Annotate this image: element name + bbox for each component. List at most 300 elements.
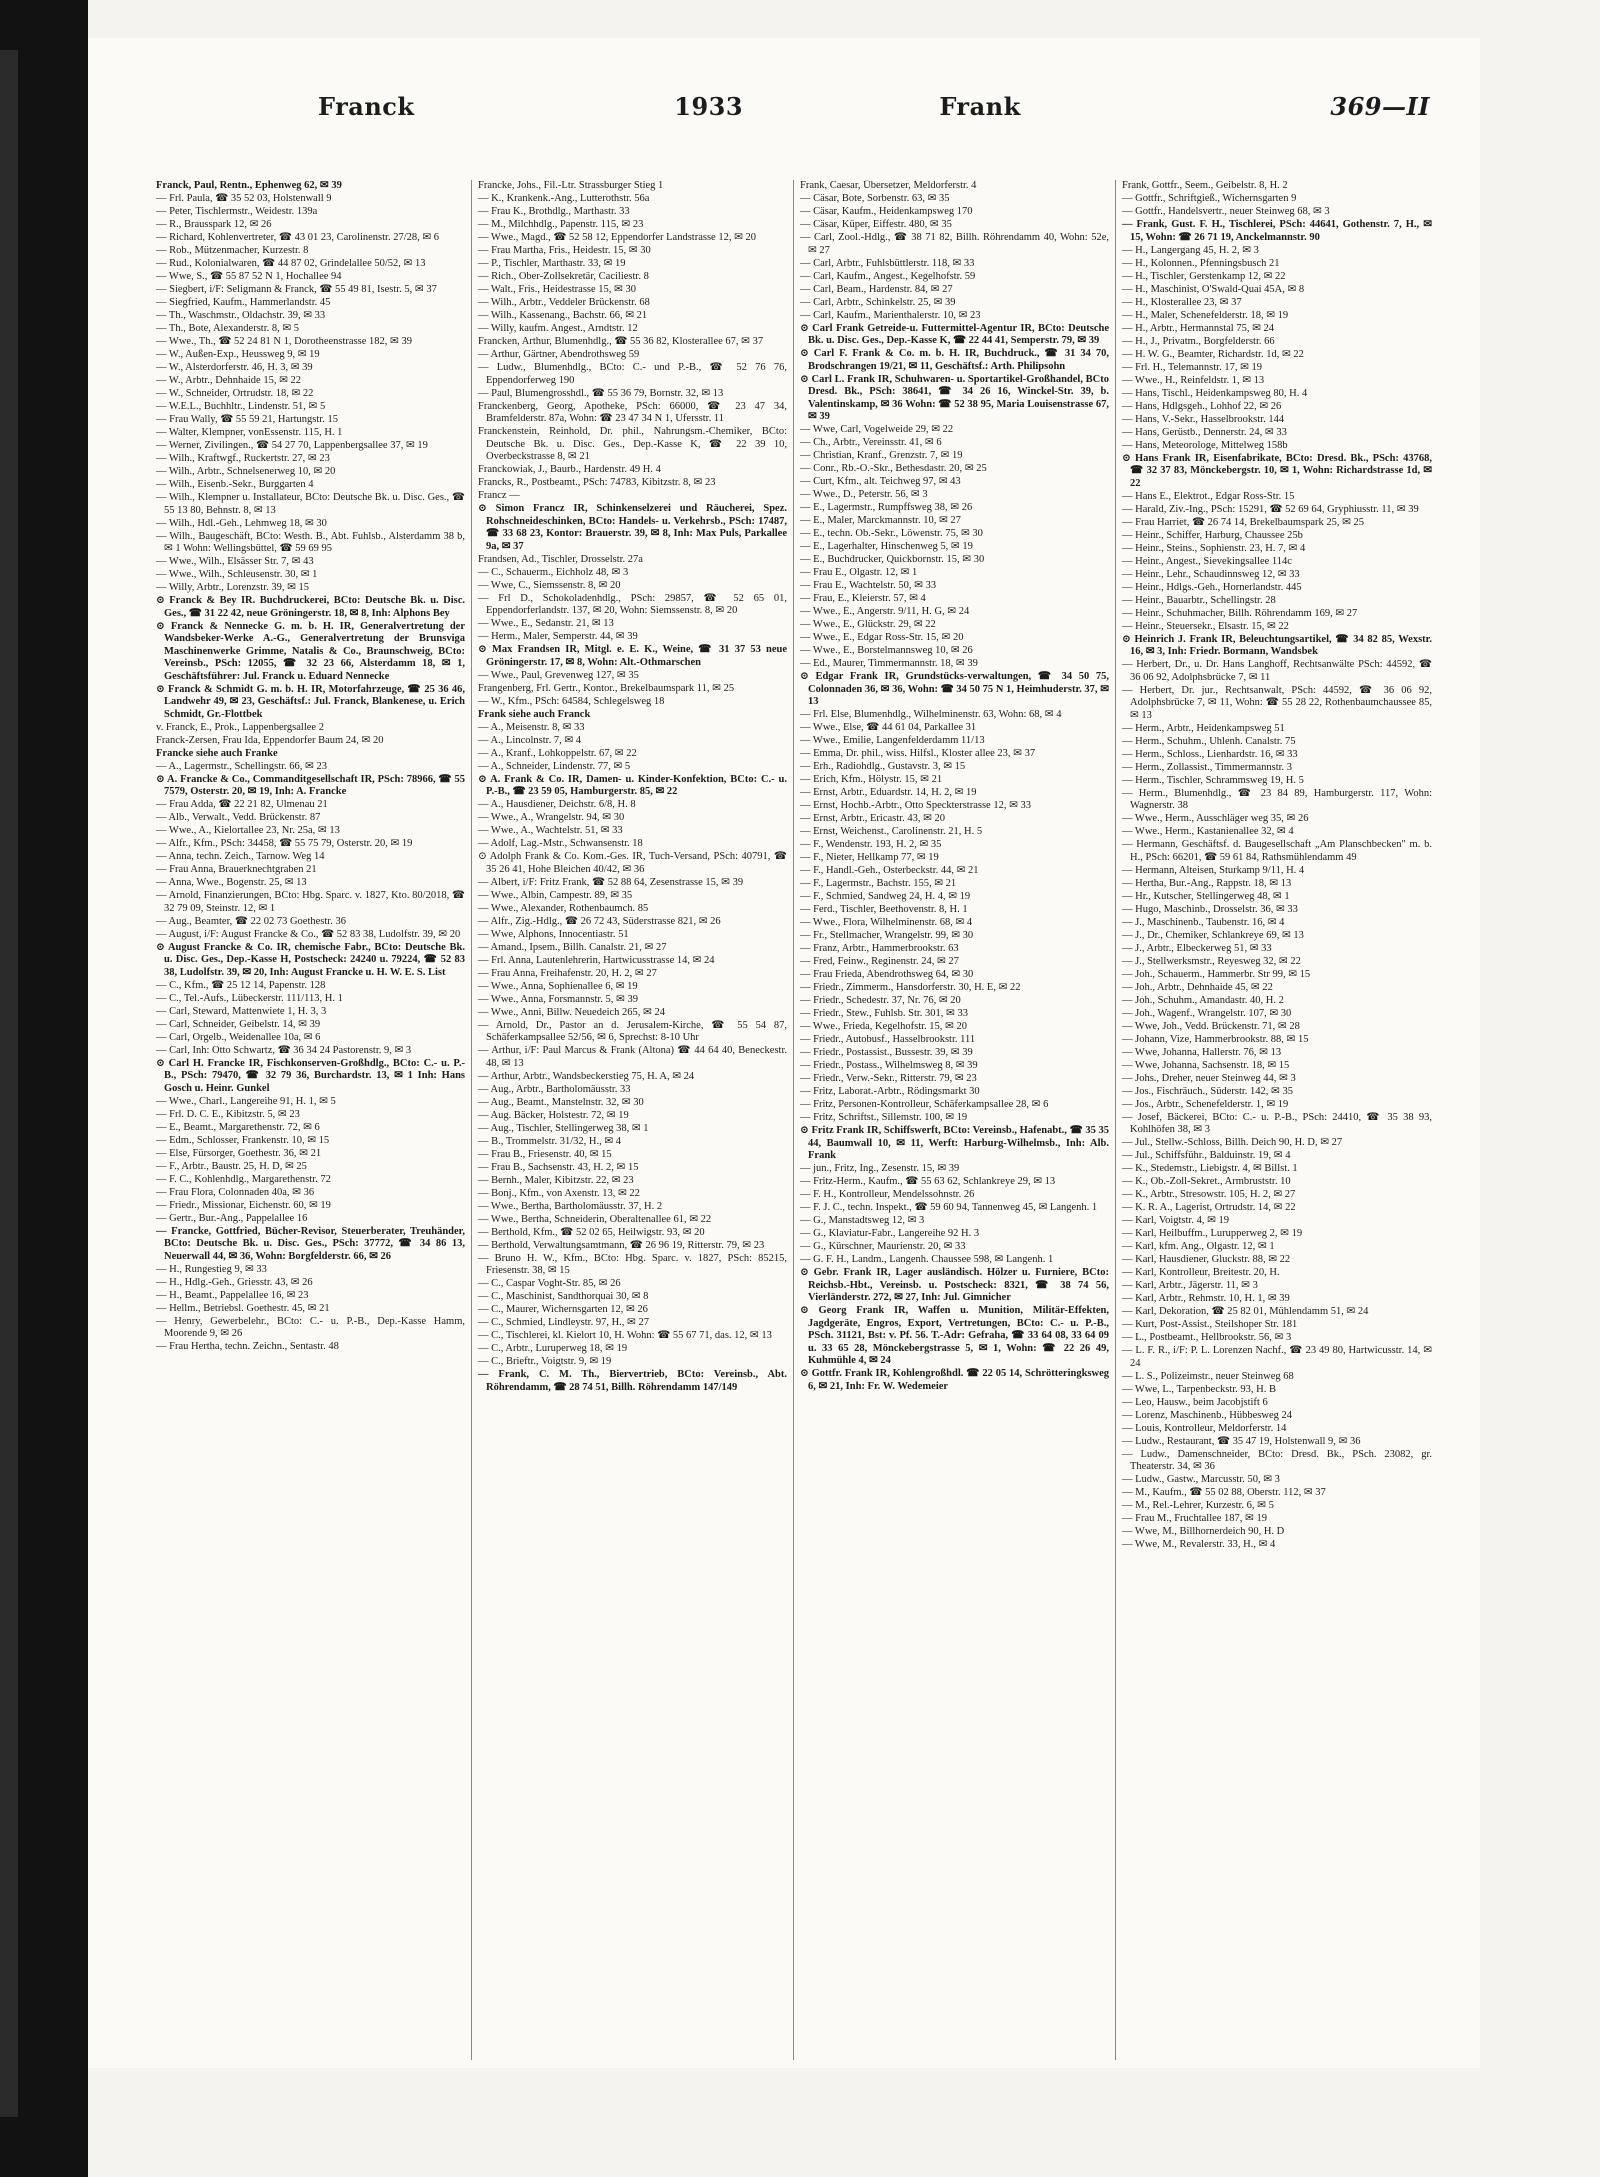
page-header bbox=[318, 92, 1430, 132]
directory-entry: — K., Krankenk.-Ang., Lutterothstr. 56a bbox=[478, 193, 650, 204]
directory-entry: — C., Schmied, Lindleystr. 97, H., ✉ 27 bbox=[478, 1317, 649, 1328]
directory-entry: — Fritz, Schriftst., Sillemstr. 100, ✉ 19 bbox=[800, 1112, 968, 1123]
directory-entry: — Carl, Arbtr., Schinkelstr. 25, ✉ 39 bbox=[800, 296, 956, 308]
directory-entry: — Hans, Meteorologe, Mittelweg 158b bbox=[1122, 439, 1288, 451]
directory-entry: — Wwe., E., Borstelmannsweg 10, ✉ 26 bbox=[800, 645, 973, 656]
directory-entry: — Wwe, M., Revalerstr. 33, H., ✉ 4 bbox=[1122, 1539, 1276, 1550]
directory-entry: — Friedr., Verw.-Sekr., Ritterstr. 79, ✉ 23 bbox=[800, 1073, 977, 1084]
directory-entry: — Wwe., Th., ☎ 52 24 81 N 1, Dorotheenstrasse 182, ✉ 39 bbox=[156, 336, 412, 347]
directory-entry: — Frau E., Olgastr. 12, ✉ 1 bbox=[800, 567, 918, 578]
directory-entry: — Jul., Schiffsführ., Balduinstr. 19, ✉ 4 bbox=[1122, 1150, 1291, 1161]
directory-entry: — Willy, Arbtr., Lorenzstr. 39, ✉ 15 bbox=[156, 582, 310, 593]
directory-entry: — Christian, Kranf., Grenzstr. 7, ✉ 19 bbox=[800, 450, 963, 461]
directory-entry: — G., Kürschner, Maurienstr. 20, ✉ 33 bbox=[800, 1241, 966, 1252]
directory-entry: — Frl. Paula, ☎ 35 52 03, Holstenwall 9 bbox=[156, 193, 332, 204]
directory-entry: — Jul., Stellw.-Schloss, Billh. Deich 90, H. D, ✉ 27 bbox=[1122, 1137, 1343, 1148]
directory-entry: — Heinr., Hdlgs.-Geh., Hornerlandstr. 445 bbox=[1122, 581, 1302, 593]
header-year: 1933 bbox=[674, 92, 744, 121]
directory-entry: — Hermann, Alteisen, Sturkamp 9/11, H. 4 bbox=[1122, 864, 1305, 876]
directory-entry: — E., Lagerhalter, Hinschenweg 5, ✉ 19 bbox=[800, 541, 973, 552]
directory-entry: ⊙ Carl L. Frank IR, Schuhwaren- u. Sportartikel-Großhandel, BCto Dresd. Bk., PSch: 38641, ☎ 34 26 16, Winckel-Str. 39, b. Valentinskamp, ✉ 36 Wohn: ☎ 52 38 95, Maria Louisenstrasse 67, ✉ 39 bbox=[800, 373, 1109, 422]
directory-entry: Franck, Paul, Rentn., Ephenweg 62, ✉ 39 bbox=[156, 180, 342, 191]
directory-entry: — J., Dr., Chemiker, Schlankreye 69, ✉ 13 bbox=[1122, 929, 1304, 941]
directory-entry: — Ferd., Tischler, Beethovenstr. 8, H. 1 bbox=[800, 904, 968, 915]
directory-entry: — W., Kfm., PSch: 64584, Schlegelsweg 18 bbox=[478, 695, 665, 707]
directory-entry: — B., Trommelstr. 31/32, H., ✉ 4 bbox=[478, 1135, 621, 1147]
directory-entry: — Harald, Ziv.-Ing., PSch: 15291, ☎ 52 69 64, Gryphiusstr. 11, ✉ 39 bbox=[1122, 503, 1419, 515]
directory-entry: — Ludw., Gastw., Marcusstr. 50, ✉ 3 bbox=[1122, 1474, 1280, 1485]
directory-entry: — Karl, Arbtr., Jägerstr. 11, ✉ 3 bbox=[1122, 1280, 1258, 1291]
directory-entry: — Curt, Kfm., alt. Teichweg 97, ✉ 43 bbox=[800, 476, 961, 487]
directory-entry: Franckenstein, Reinhold, Dr. phil., Nahrungsm.-Chemiker, BCto: Deutsche Bk. u. Disc. Ges., Dep.-Kasse K, ☎ 22 39 10, Overbeckstrasse 8, ✉ 21 bbox=[478, 426, 787, 462]
directory-entry: — Joh., Wagenf., Wrangelstr. 107, ✉ 30 bbox=[1122, 1007, 1292, 1019]
directory-entry: — Frau Adda, ☎ 22 21 82, Ulmenau 21 bbox=[156, 799, 328, 810]
directory-entry: ⊙ Carl F. Frank & Co. m. b. H. IR, Buchdruck., ☎ 31 34 70, Brodschrangen 19/21, ✉ 11, Geschäftsf.: Arth. Philipsohn bbox=[800, 348, 1109, 372]
directory-entry: — Frau E., Wachtelstr. 50, ✉ 33 bbox=[800, 580, 937, 591]
directory-entry: — H., Beamt., Pappelallee 16, ✉ 23 bbox=[156, 1289, 309, 1301]
directory-entry: — M., Milchhdlg., Papenstr. 115, ✉ 23 bbox=[478, 219, 644, 230]
directory-entry: — F., Wendenstr. 193, H. 2, ✉ 35 bbox=[800, 839, 942, 850]
directory-entry: — P., Tischler, Marthastr. 33, ✉ 19 bbox=[478, 258, 626, 269]
directory-entry: — Fritz-Herm., Kaufm., ☎ 55 63 62, Schlankreye 29, ✉ 13 bbox=[800, 1176, 1056, 1187]
directory-entry: Francke, Johs., Fil.-Ltr. Strassburger Stieg 1 bbox=[478, 180, 664, 191]
directory-entry: — Wwe., E., Edgar Ross-Str. 15, ✉ 20 bbox=[800, 632, 964, 643]
directory-entry: — Arnold, Finanzierungen, BCto: Hbg. Sparc. v. 1827, Kto. 80/2018, ☎ 32 79 09, Steinstr. 12, ✉ 1 bbox=[156, 890, 465, 914]
header-right-keyword: Frank bbox=[939, 92, 1021, 121]
directory-entry: ⊙ Heinrich J. Frank IR, Beleuchtungsartikel, ☎ 34 82 85, Wexstr. 16, ✉ 3, Inh: Friedr. Bormann, Wandsbek bbox=[1122, 633, 1432, 657]
directory-entry: — A., Meisenstr. 8, ✉ 33 bbox=[478, 721, 585, 733]
directory-columns bbox=[150, 180, 1440, 2060]
directory-entry: — Frau Hertha, techn. Zeichn., Sentastr. 48 bbox=[156, 1341, 339, 1352]
directory-entry: — Anna, Wwe., Bogenstr. 25, ✉ 13 bbox=[156, 877, 307, 888]
directory-entry: — Ludw., Damenschneider, BCto: Dresd. Bk., PSch. 23082, gr. Theaterstr. 34, ✉ 36 bbox=[1122, 1448, 1432, 1472]
directory-entry: Frank, Gottfr., Seem., Geibelstr. 8, H. 2 bbox=[1122, 180, 1288, 191]
directory-entry: — E., Buchdrucker, Quickbornstr. 15, ✉ 30 bbox=[800, 554, 985, 565]
directory-entry: — Else, Fürsorger, Goethestr. 36, ✉ 21 bbox=[156, 1147, 322, 1159]
directory-entry: — Johs., Dreher, neuer Steinweg 44, ✉ 3 bbox=[1122, 1072, 1296, 1084]
directory-entry: — Friedr., Schedestr. 37, Nr. 76, ✉ 20 bbox=[800, 995, 961, 1006]
directory-entry: — Josef, Bäckerei, BCto: C.- u. P.-B., PSch: 24410, ☎ 35 38 93, Kohlhöfen 38, ✉ 3 bbox=[1122, 1111, 1432, 1135]
directory-entry: — Frau B., Friesenstr. 40, ✉ 15 bbox=[478, 1148, 612, 1160]
directory-entry: — Erh., Radiohdlg., Gustavstr. 3, ✉ 15 bbox=[800, 761, 966, 772]
directory-entry: ⊙ Gebr. Frank IR, Lager ausländisch. Hölzer u. Furniere, BCto: Reichsb.-Hbt., Vereinsb. u. Postscheck: 8321, ☎ 38 74 56, Vierländerstr. 272, ✉ 27, Inh: Jul. Gimnicher bbox=[800, 1267, 1109, 1303]
directory-entry: — Hellm., Betriebsl. Goethestr. 45, ✉ 21 bbox=[156, 1302, 330, 1314]
header-left-keyword: Franck bbox=[318, 92, 415, 121]
directory-entry: ⊙ Fritz Frank IR, Schiffswerft, BCto: Vereinsb., Hafenabt., ☎ 35 35 44, Baumwall 10, ✉ 11, Werft: Harburg-Wilhelmsb., Inh: Alb. Frank bbox=[800, 1125, 1109, 1161]
directory-entry: — Franz, Arbtr., Hammerbrookstr. 63 bbox=[800, 943, 959, 954]
directory-entry: — Frl D., Schokoladenhdlg., PSch: 29857, ☎ 52 65 01, Eppendorferlandstr. 137, ✉ 20, Wohn: Siemssenstr. 8, ✉ 20 bbox=[478, 592, 787, 616]
directory-entry: — Jos., Fischräuch., Süderstr. 142, ✉ 35 bbox=[1122, 1085, 1293, 1097]
directory-entry: — Ernst, Hochb.-Arbtr., Otto Speckterstrasse 12, ✉ 33 bbox=[800, 800, 1032, 811]
directory-entry: v. Franck, E., Prok., Lappenbergsallee 2 bbox=[156, 721, 324, 733]
directory-entry: ⊙ Franck & Nennecke G. m. b. H. IR, Generalvertretung der Wandsbeker-Werke A.-G., Generalvertretung der Brunsviga Maschinenwerke Grimme, Natalis & Co., Braunschweig, BCto: Vereinsb., PSch: 12055, ☎ 32 23 66, Alsterdamm 18, ✉ 1, Geschäftsführer: Jul. Franck u. Eduard Nennecke bbox=[156, 620, 465, 682]
directory-entry: — Edm., Schlosser, Frankenstr. 10, ✉ 15 bbox=[156, 1134, 330, 1146]
directory-entry: — G., Klaviatur-Fabr., Langereihe 92 H. 3 bbox=[800, 1228, 980, 1239]
directory-entry: — Fr., Stellmacher, Wrangelstr. 99, ✉ 30 bbox=[800, 930, 974, 941]
directory-entry: — Wwe., Herm., Kastanienallee 32, ✉ 4 bbox=[1122, 826, 1294, 837]
directory-entry: — Peter, Tischlermstr., Weidestr. 139a bbox=[156, 206, 318, 217]
directory-entry: — Herm., Blumenhdlg., ☎ 23 84 89, Hamburgerstr. 117, Wohn: Wagnerstr. 38 bbox=[1122, 787, 1432, 811]
directory-entry: — Wilh., Kassenang., Bachstr. 66, ✉ 21 bbox=[478, 310, 648, 321]
directory-entry: — Wwe., A., Kielortallee 23, Nr. 25a, ✉ 13 bbox=[156, 825, 340, 836]
directory-entry: ⊙ Carl Frank Getreide-u. Futtermittel-Agentur IR, BCto: Deutsche Bk. u. Disc. Ges., Dep.-Kasse K, ☎ 22 44 41, Semperstr. 79, ✉ 39 bbox=[800, 322, 1109, 346]
directory-entry: — Herm., Zollassist., Timmermannstr. 3 bbox=[1122, 761, 1293, 773]
directory-entry: — Willy, kaufm. Angest., Arndtstr. 12 bbox=[478, 323, 638, 334]
directory-entry: ⊙ Edgar Frank IR, Grundstücks-verwaltungen, ☎ 34 50 75, Colonnaden 36, ✉ 36, Wohn: ☎ 34 50 75 N 1, Heimhuderstr. 37, ✉ 13 bbox=[800, 671, 1109, 707]
directory-entry: — K., Ob.-Zoll-Sekret., Armbruststr. 10 bbox=[1122, 1176, 1291, 1187]
directory-entry: — Th., Bote, Alexanderstr. 8, ✉ 5 bbox=[156, 323, 300, 334]
directory-entry: — Carl, Zool.-Hdlg., ☎ 38 71 82, Billh. Röhrendamm 40, Wohn: 52e, ✉ 27 bbox=[800, 232, 1109, 256]
directory-entry: — C., Brieftr., Voigtstr. 9, ✉ 19 bbox=[478, 1356, 612, 1367]
column-4 bbox=[1116, 180, 1438, 2060]
directory-entry: — Gertr., Bur.-Ang., Pappelallee 16 bbox=[156, 1212, 308, 1224]
directory-entry: — Joh., Schauerm., Hammerbr. Str 99, ✉ 15 bbox=[1122, 968, 1311, 980]
directory-entry: — Wwe., Magd., ☎ 52 58 12, Eppendorfer Landstrasse 12, ✉ 20 bbox=[478, 232, 757, 243]
directory-entry: — Hans, Gerüstb., Dennerstr. 24, ✉ 33 bbox=[1122, 426, 1287, 438]
directory-entry: — Fritz, Laborat.-Arbtr., Rödingsmarkt 30 bbox=[800, 1086, 980, 1097]
directory-entry: — Kurt, Post-Assist., Steilshoper Str. 181 bbox=[1122, 1319, 1298, 1330]
directory-entry: Francke siehe auch Franke bbox=[156, 747, 278, 759]
directory-entry: — Heinr., Bauarbtr., Schellingstr. 28 bbox=[1122, 594, 1276, 606]
directory-entry: Francz — bbox=[478, 490, 520, 501]
directory-entry: — Wwe, Alphons, Innocentiastr. 51 bbox=[478, 928, 629, 940]
directory-entry: — August, i/F: August Francke & Co., ☎ 52 83 38, Ludolfstr. 39, ✉ 20 bbox=[156, 928, 461, 940]
directory-entry: — Wwe, Johanna, Sachsenstr. 18, ✉ 15 bbox=[1122, 1059, 1290, 1071]
directory-entry: — Frau Frieda, Abendrothsweg 64, ✉ 30 bbox=[800, 969, 974, 980]
directory-entry: — Ed., Maurer, Timmermannstr. 18, ✉ 39 bbox=[800, 658, 978, 669]
directory-entry: — Frl. Anna, Lautenlehrerin, Hartwicusstrasse 14, ✉ 24 bbox=[478, 954, 715, 966]
directory-entry: — C., Arbtr., Luruperweg 18, ✉ 19 bbox=[478, 1343, 628, 1354]
directory-entry: ⊙ August Francke & Co. IR, chemische Fabr., BCto: Deutsche Bk. u. Disc. Ges., Dep.-Kasse H, Postscheck: 24240 u. 79224, ☎ 52 83 38, Ludolfstr. 39, ✉ 20, Inh: August Francke u. H. W. E. S. List bbox=[156, 941, 465, 978]
directory-entry: — Heinr., Steuersekr., Elsastr. 15, ✉ 22 bbox=[1122, 620, 1289, 632]
directory-entry: ⊙ A. Francke & Co., Commanditgesellschaft IR, PSch: 78966, ☎ 55 7579, Osterstr. 20, ✉ 19, Inh: A. Francke bbox=[156, 773, 465, 797]
directory-entry: — Cäsar, Küper, Eiffestr. 480, ✉ 35 bbox=[800, 219, 952, 230]
directory-entry: — H., Arbtr., Hermannstal 75, ✉ 24 bbox=[1122, 322, 1274, 334]
directory-entry: — Wilh., Baugeschäft, BCto: Westh. B., Abt. Fuhlsb., Alsterdamm 38 b, ✉ 1 Wohn: Wellingsbüttel, ☎ 59 69 95 bbox=[156, 530, 465, 554]
directory-entry: — Aug., Tischler, Stellingerweg 38, ✉ 1 bbox=[478, 1122, 649, 1134]
directory-entry: — Carl, Kaufm., Angest., Kegelhofstr. 59 bbox=[800, 270, 976, 282]
directory-entry: — Cäsar, Bote, Sorbenstr. 63, ✉ 35 bbox=[800, 193, 950, 204]
directory-entry: — Wilh., Hdl.-Geh., Lehmweg 18, ✉ 30 bbox=[156, 517, 327, 529]
directory-entry: — Frau K., Brothdlg., Marthastr. 33 bbox=[478, 206, 630, 217]
directory-entry: — Hans, Tischl., Heidenkampsweg 80, H. 4 bbox=[1122, 387, 1308, 399]
directory-entry: — Carl, Inh: Otto Schwartz, ☎ 36 34 24 Pastorenstr. 9, ✉ 3 bbox=[156, 1044, 412, 1056]
directory-entry: — Friedr., Postass., Wilhelmsweg 8, ✉ 39 bbox=[800, 1060, 978, 1071]
directory-entry: — C., Maurer, Wichernsgarten 12, ✉ 26 bbox=[478, 1304, 648, 1315]
directory-entry: — Wwe, Joh., Vedd. Brückenstr. 71, ✉ 28 bbox=[1122, 1020, 1300, 1032]
directory-entry: — Wwe, Carl, Vogelweide 29, ✉ 22 bbox=[800, 424, 954, 435]
directory-entry: — Francke, Gottfried, Bücher-Revisor, Steuerberater, Treuhänder, BCto: Deutsche Bk. u. Disc. Ges., PSch: 37772, ☎ 34 86 13, Neuerwall 44, ✉ 36, Wohn: Borgfelderstr. 66, ✉ 26 bbox=[156, 1225, 465, 1262]
directory-entry: — W., Schneider, Ortrudstr. 18, ✉ 22 bbox=[156, 388, 314, 399]
directory-entry: — E., techn. Ob.-Sekr., Löwenstr. 75, ✉ 30 bbox=[800, 528, 983, 539]
column-2 bbox=[472, 180, 794, 2060]
directory-entry: — Wwe., Charl., Langereihe 91, H. 1, ✉ 5 bbox=[156, 1095, 336, 1107]
directory-entry: — Herm., Schuhm., Uhlenh. Canalstr. 75 bbox=[1122, 735, 1296, 747]
directory-entry: — Ernst, Weichenst., Carolinenstr. 21, H. 5 bbox=[800, 826, 983, 837]
directory-entry: — G., Manstadtsweg 12, ✉ 3 bbox=[800, 1215, 925, 1226]
directory-entry: — J., Stellwerksmstr., Reyesweg 32, ✉ 22 bbox=[1122, 955, 1301, 967]
directory-entry: — Frau, E., Kleierstr. 57, ✉ 4 bbox=[800, 593, 926, 604]
directory-entry: — Arthur, i/F: Paul Marcus & Frank (Altona) ☎ 44 64 40, Beneckestr. 48, ✉ 13 bbox=[478, 1045, 787, 1069]
directory-entry: — J., Arbtr., Elbeckerweg 51, ✉ 33 bbox=[1122, 942, 1272, 954]
directory-entry: — Wwe., E., Angerstr. 9/11, H. G, ✉ 24 bbox=[800, 606, 970, 617]
directory-entry: — Ludw., Blumenhdlg., BCto: C.- und P.-B., ☎ 52 76 76, Eppendorferweg 190 bbox=[478, 362, 787, 386]
directory-entry: — Henry, Gewerbelehr., BCto: C.- u. P.-B., Dep.-Kasse Hamm, Moorende 9, ✉ 26 bbox=[156, 1315, 465, 1339]
directory-entry: — Friedr., Missionar, Eichenstr. 60, ✉ 19 bbox=[156, 1199, 331, 1211]
directory-entry: — F. J. C., techn. Inspekt., ☎ 59 60 94, Tannenweg 45, ✉ Langenh. 1 bbox=[800, 1202, 1098, 1213]
page-right-margin bbox=[1480, 38, 1540, 2068]
directory-entry: — Wilh., Arbtr., Veddeler Brückenstr. 68 bbox=[478, 297, 650, 308]
directory-entry: — Joh., Schuhm., Amandastr. 40, H. 2 bbox=[1122, 994, 1284, 1006]
directory-entry: — A., Lincolnstr. 7, ✉ 4 bbox=[478, 734, 582, 746]
directory-entry: — Siegfried, Kaufm., Hammerlandstr. 45 bbox=[156, 297, 331, 308]
directory-entry: — Wwe., Anni, Billw. Neuedeich 265, ✉ 24 bbox=[478, 1006, 665, 1018]
directory-entry: — Hugo, Maschinb., Drosselstr. 36, ✉ 33 bbox=[1122, 903, 1298, 915]
directory-entry: Franck-Zersen, Frau Ida, Eppendorfer Baum 24, ✉ 20 bbox=[156, 734, 384, 746]
directory-entry: — L. S., Polizeimstr., neuer Steinweg 68 bbox=[1122, 1370, 1294, 1382]
directory-entry: — Heinr., Steins., Sophienstr. 23, H. 7, ✉ 4 bbox=[1122, 542, 1306, 554]
directory-entry: — Fred, Feinw., Reginenstr. 24, ✉ 27 bbox=[800, 956, 959, 967]
directory-entry: ⊙ Simon Francz IR, Schinkenselzerei und Räucherei, Spez. Rohschneideschinken, BCto: Handels- u. Verkehrsb., PSch: 17487, ☎ 33 68 23, Kontor: Brauerstr. 39, ✉ 8, Inh: Max Puls, Parkallee 9a, ✉ 37 bbox=[478, 503, 787, 552]
directory-entry: — Wwe., Emilie, Langenfelderdamm 11/13 bbox=[800, 735, 985, 746]
directory-entry: — C., Tischlerei, kl. Kielort 10, H. Wohn: ☎ 55 67 71, das. 12, ✉ 13 bbox=[478, 1330, 772, 1341]
directory-entry: — Wwe., E., Glückstr. 29, ✉ 22 bbox=[800, 619, 936, 630]
directory-entry: — Wilh., Klempner u. Installateur, BCto: Deutsche Bk. u. Disc. Ges., ☎ 55 13 80, Behnstr. 8, ✉ 13 bbox=[156, 492, 465, 516]
directory-entry: — Heinr., Schiffer, Harburg, Chaussee 25b bbox=[1122, 529, 1303, 541]
directory-entry: — Alfr., Zig.-Hdlg., ☎ 26 72 43, Süderstrasse 821, ✉ 26 bbox=[478, 915, 721, 927]
directory-entry: — Hermann, Geschäftsf. d. Baugesellschaft „Am Planschbecken" m. b. H., PSch: 66201, ☎ 59 61 84, Rathsmühlendamm 49 bbox=[1122, 839, 1432, 863]
directory-entry: — Frl. Else, Blumenhdlg., Wilhelminenstr. 63, Wohn: 68, ✉ 4 bbox=[800, 709, 1062, 720]
directory-entry: — Arthur, Arbtr., Wandsbeckerstieg 75, H. A, ✉ 24 bbox=[478, 1070, 695, 1082]
directory-entry: — Wwe, M., Billhornerdeich 90, H. D bbox=[1122, 1526, 1285, 1537]
directory-entry: — Wwe., Wilh., Elsässer Str. 7, ✉ 43 bbox=[156, 556, 314, 567]
directory-entry: — E., Maler, Marckmannstr. 10, ✉ 27 bbox=[800, 515, 961, 526]
directory-entry: — Ch., Arbtr., Vereinsstr. 41, ✉ 6 bbox=[800, 437, 942, 448]
directory-entry: — E., Beamt., Margarethenstr. 72, ✉ 6 bbox=[156, 1121, 320, 1133]
directory-entry: — W., Alsterdorferstr. 46, H. 3, ✉ 39 bbox=[156, 362, 313, 373]
directory-entry: — Frau Anna, Freihafenstr. 20, H. 2, ✉ 27 bbox=[478, 967, 657, 979]
directory-entry: — Emma, Dr. phil., wiss. Hilfsl., Kloster allee 23, ✉ 37 bbox=[800, 748, 1036, 759]
directory-entry: Francken, Arthur, Blumenhdlg., ☎ 55 36 82, Klosterallee 67, ✉ 37 bbox=[478, 336, 764, 347]
directory-entry: — A., Lagermstr., Schellingstr. 66, ✉ 23 bbox=[156, 760, 327, 772]
directory-entry: ⊙ Gottfr. Frank IR, Kohlengroßhdl. ☎ 22 05 14, Schrötteringksweg 6, ✉ 21, Inh: Fr. W. Wedemeier bbox=[800, 1368, 1109, 1392]
column-3 bbox=[794, 180, 1116, 2060]
directory-entry: — Berthold, Verwaltungsamtmann, ☎ 26 96 19, Ritterstr. 79, ✉ 23 bbox=[478, 1239, 765, 1251]
directory-entry: — Carl, Schneider, Geibelstr. 14, ✉ 39 bbox=[156, 1018, 321, 1030]
directory-entry: Frank siehe auch Franck bbox=[478, 708, 591, 720]
directory-entry: — jun., Fritz, Ing., Zesenstr. 15, ✉ 39 bbox=[800, 1163, 960, 1174]
directory-entry: — Heinr., Angest., Sievekingsallee 114c bbox=[1122, 555, 1292, 567]
directory-entry: — Richard, Kohlenvertreter, ☎ 43 01 23, Carolinenstr. 27/28, ✉ 6 bbox=[156, 232, 440, 243]
directory-entry: — R., Brausspark 12, ✉ 26 bbox=[156, 219, 272, 230]
directory-entry: — Aug., Beamt., Manstelnstr. 32, ✉ 30 bbox=[478, 1096, 644, 1108]
directory-entry: — M., Kaufm., ☎ 55 02 88, Oberstr. 112, ✉ 37 bbox=[1122, 1487, 1326, 1498]
directory-entry: — H. W. G., Beamter, Richardstr. 1d, ✉ 22 bbox=[1122, 348, 1304, 360]
directory-entry: Franckenberg, Georg, Apotheke, PSch: 66000, ☎ 23 47 34, Bramfelderstr. 87a, Wohn: ☎ 23 47 34 N 1, Ufersstr. 11 bbox=[478, 400, 787, 424]
directory-entry: — Herm., Schloss., Lienhardstr. 16, ✉ 33 bbox=[1122, 748, 1298, 760]
directory-entry: ⊙ Franck & Bey IR. Buchdruckerei, BCto: Deutsche Bk. u. Disc. Ges., ☎ 31 22 42, neue Gröningerstr. 18, ✉ 8, Inh: Alphons Bey bbox=[156, 595, 465, 619]
directory-entry: — Leo, Hausw., beim Jacobjstift 6 bbox=[1122, 1396, 1268, 1408]
directory-entry: — Erich, Kfm., Hölystr. 15, ✉ 21 bbox=[800, 774, 943, 785]
directory-entry: — Carl, Kaufm., Marienthalerstr. 10, ✉ 23 bbox=[800, 309, 981, 321]
directory-entry: — Aug., Arbtr., Bartholomäusstr. 33 bbox=[478, 1083, 631, 1095]
directory-entry: Francks, R., Postbeamt., PSch: 74783, Kibitzstr. 8, ✉ 23 bbox=[478, 477, 716, 488]
directory-entry: — H., Kolonnen., Pfenningsbusch 21 bbox=[1122, 257, 1280, 269]
directory-entry: — Wwe., A., Wrangelstr. 94, ✉ 30 bbox=[478, 812, 625, 823]
directory-entry: — Frank, Gust. F. H., Tischlerei, PSch: 44641, Gothenstr. 7, H., ✉ 15, Wohn: ☎ 26 71 19, Anckelmannstr. 90 bbox=[1122, 219, 1432, 243]
directory-entry: — Karl, Kontrolleur, Breitestr. 20, H. bbox=[1122, 1267, 1280, 1278]
directory-entry: — W., Arbtr., Dehnhaide 15, ✉ 22 bbox=[156, 375, 301, 386]
directory-entry: — E., Lagermstr., Rumpffsweg 38, ✉ 26 bbox=[800, 502, 973, 513]
directory-entry: — F. H., Kontrolleur, Mendelssohnstr. 26 bbox=[800, 1189, 975, 1200]
directory-entry: — Wwe., Bertha, Bartholomäusstr. 37, H. 2 bbox=[478, 1200, 663, 1212]
directory-entry: — Wwe., Herm., Ausschläger weg 35, ✉ 26 bbox=[1122, 813, 1309, 824]
directory-entry: — Rud., Kolonialwaren, ☎ 44 87 02, Grindelallee 50/52, ✉ 13 bbox=[156, 258, 426, 269]
directory-entry: — Karl, Heilbuffm., Lurupperweg 2, ✉ 19 bbox=[1122, 1228, 1303, 1239]
directory-entry: — F., Schmied, Sandweg 24, H. 4, ✉ 19 bbox=[800, 891, 971, 902]
directory-entry: — Conr., Rb.-O.-Skr., Bethesdastr. 20, ✉ 25 bbox=[800, 463, 987, 474]
directory-entry: — F., Handl.-Geh., Osterbeckstr. 44, ✉ 21 bbox=[800, 865, 979, 876]
directory-entry: — Hans, V.-Sekr., Hasselbrookstr. 144 bbox=[1122, 413, 1285, 425]
directory-entry: — C., Tel.-Aufs., Lübeckerstr. 111/113, H. 1 bbox=[156, 992, 343, 1004]
directory-entry: — K., Arbtr., Stresowstr. 105, H. 2, ✉ 27 bbox=[1122, 1189, 1296, 1200]
directory-entry: — F., Arbtr., Baustr. 25, H. D, ✉ 25 bbox=[156, 1160, 307, 1172]
directory-entry: — Rich., Ober-Zollsekretär, Caciliestr. 8 bbox=[478, 271, 649, 282]
directory-entry: — Wwe., H., Reinfeldstr. 1, ✉ 13 bbox=[1122, 374, 1265, 386]
directory-entry: — Aug. Bäcker, Holstestr. 72, ✉ 19 bbox=[478, 1109, 629, 1121]
directory-entry: — Karl, kfm. Ang., Olgastr. 12, ✉ 1 bbox=[1122, 1241, 1275, 1252]
directory-entry: — Wilh., Eisenb.-Sekr., Burggarten 4 bbox=[156, 479, 314, 490]
directory-entry: — Karl, Dekoration, ☎ 25 82 01, Mühlendamm 51, ✉ 24 bbox=[1122, 1306, 1369, 1317]
directory-entry: — C., Maschinist, Sandthorquai 30, ✉ 8 bbox=[478, 1291, 649, 1302]
directory-entry: — L. F. R., i/F: P. L. Lorenzen Nachf., ☎ 23 49 80, Hartwicusstr. 14, ✉ 24 bbox=[1122, 1345, 1432, 1369]
directory-entry: — Karl, Hausdiener, Gluckstr. 88, ✉ 22 bbox=[1122, 1254, 1291, 1265]
directory-entry: — Herm., Maler, Semperstr. 44, ✉ 39 bbox=[478, 631, 638, 642]
directory-entry: — Wilh., Arbtr., Schnelsenerweg 10, ✉ 20 bbox=[156, 466, 336, 477]
directory-entry: — Alb., Verwalt., Vedd. Brückenstr. 87 bbox=[156, 812, 321, 823]
directory-entry: — H., J., Privatm., Borgfelderstr. 66 bbox=[1122, 335, 1275, 347]
directory-entry: — W.E.L., Buchhltr., Lindenstr. 51, ✉ 5 bbox=[156, 401, 326, 412]
directory-entry: — Wwe, L., Tarpenbeckstr. 93, H. B bbox=[1122, 1383, 1277, 1395]
directory-entry: — Ernst, Arbtr., Ericastr. 43, ✉ 20 bbox=[800, 813, 945, 824]
directory-entry: — Joh., Arbtr., Dehnhaide 45, ✉ 22 bbox=[1122, 981, 1273, 993]
directory-entry: — Wwe., Paul, Grevenweg 127, ✉ 35 bbox=[478, 669, 639, 681]
directory-entry: — Carl, Beam., Hardenstr. 84, ✉ 27 bbox=[800, 283, 953, 295]
directory-entry: — Walt., Fris., Heidestrasse 15, ✉ 30 bbox=[478, 284, 636, 295]
directory-entry: — A., Kranf., Lohkoppelstr. 67, ✉ 22 bbox=[478, 747, 637, 759]
column-1 bbox=[150, 180, 472, 2060]
directory-entry: — Ernst, Arbtr., Eduardstr. 14, H. 2, ✉ 19 bbox=[800, 787, 977, 798]
directory-entry: — Karl, Arbtr., Rehmstr. 10, H. 1, ✉ 39 bbox=[1122, 1293, 1290, 1304]
directory-entry: — H., Klosterallee 23, ✉ 37 bbox=[1122, 296, 1242, 308]
directory-entry: Frandsen, Ad., Tischler, Drosselstr. 27a bbox=[478, 553, 643, 565]
directory-entry: — Cäsar, Kaufm., Heidenkampsweg 170 bbox=[800, 206, 973, 217]
directory-entry: — Friedr., Zimmerm., Hansdorferstr. 30, H. E, ✉ 22 bbox=[800, 982, 1021, 993]
directory-entry: — Frau B., Sachsenstr. 43, H. 2, ✉ 15 bbox=[478, 1161, 639, 1173]
directory-entry: — Werner, Zivilingen., ☎ 54 27 70, Lappenbergsallee 37, ✉ 19 bbox=[156, 440, 428, 451]
directory-entry: — Lorenz, Maschinenb., Hübbesweg 24 bbox=[1122, 1409, 1292, 1421]
directory-entry: — Wwe., E., Sedanstr. 21, ✉ 13 bbox=[478, 618, 614, 629]
directory-entry: — Friedr., Autobusf., Hasselbrookstr. 111 bbox=[800, 1034, 976, 1045]
directory-entry: — Carl, Orgelb., Weidenallee 10a, ✉ 6 bbox=[156, 1031, 321, 1043]
directory-entry: — Fritz, Personen-Kontrolleur, Schäferkampsallee 28, ✉ 6 bbox=[800, 1099, 1049, 1110]
directory-entry: — Anna, techn. Zeich., Tarnow. Weg 14 bbox=[156, 851, 325, 862]
directory-entry: — Herm., Arbtr., Heidenkampsweg 51 bbox=[1122, 722, 1285, 734]
directory-entry: — G. F. H., Landm., Langenh. Chaussee 598, ✉ Langenh. 1 bbox=[800, 1254, 1054, 1265]
directory-entry: — Friedr., Postassist., Bussestr. 39, ✉ 39 bbox=[800, 1047, 973, 1058]
directory-entry: — Wilh., Kraftwgf., Ruckertstr. 27, ✉ 23 bbox=[156, 453, 330, 464]
directory-entry: — J., Maschinenb., Taubenstr. 16, ✉ 4 bbox=[1122, 916, 1285, 928]
directory-entry: — Gottfr., Schriftgieß., Wichernsgarten 9 bbox=[1122, 193, 1297, 204]
directory-entry: — Frl. H., Telemannstr. 17, ✉ 19 bbox=[1122, 361, 1262, 373]
directory-entry: — Bruno H. W., Kfm., BCto: Hbg. Sparc. v. 1827, PSch: 85215, Friesenstr. 38, ✉ 15 bbox=[478, 1252, 787, 1276]
directory-entry: — C., Caspar Voght-Str. 85, ✉ 26 bbox=[478, 1278, 621, 1289]
directory-entry: — Arthur, Gärtner, Abendrothsweg 59 bbox=[478, 349, 640, 360]
directory-entry: — Frau Wally, ☎ 55 59 21, Hartungstr. 15 bbox=[156, 414, 338, 425]
scan-binding-strip bbox=[0, 0, 88, 2177]
directory-entry: — M., Rel.-Lehrer, Kurzestr. 6, ✉ 5 bbox=[1122, 1500, 1274, 1511]
directory-entry: — K. R. A., Lagerist, Ortrudstr. 14, ✉ 22 bbox=[1122, 1202, 1296, 1213]
directory-entry: — Heinr., Lehr., Schaudinnsweg 12, ✉ 33 bbox=[1122, 568, 1300, 580]
directory-entry: — Karl, Voigtstr. 4, ✉ 19 bbox=[1122, 1215, 1229, 1226]
directory-entry: — Wwe, C., Siemssenstr. 8, ✉ 20 bbox=[478, 579, 621, 591]
directory-entry: — Wwe., Anna, Forsmannstr. 5, ✉ 39 bbox=[478, 993, 638, 1005]
directory-entry: — Frank, C. M. Th., Biervertrieb, BCto: Vereinsb., Abt. Röhrendamm, ☎ 28 74 51, Billh. Röhrendamm 147/149 bbox=[478, 1369, 787, 1393]
directory-entry: — Wwe., Frieda, Kegelhofstr. 15, ✉ 20 bbox=[800, 1021, 967, 1032]
directory-entry: — K., Stedemstr., Liebigstr. 4, ✉ Billst. 1 bbox=[1122, 1163, 1298, 1174]
directory-entry: — Heinr., Schuhmacher, Billh. Röhrendamm 169, ✉ 27 bbox=[1122, 607, 1358, 619]
directory-entry: — Wwe., A., Wachtelstr. 51, ✉ 33 bbox=[478, 825, 623, 836]
directory-entry: — Wwe., Wilh., Schleusenstr. 30, ✉ 1 bbox=[156, 569, 318, 580]
directory-entry: — W., Außen-Exp., Heussweg 9, ✉ 19 bbox=[156, 349, 320, 360]
directory-entry: — Wwe, Johanna, Hallerstr. 76, ✉ 13 bbox=[1122, 1046, 1282, 1058]
directory-entry: — Hr., Kutscher, Stellingerweg 48, ✉ 1 bbox=[1122, 890, 1290, 902]
directory-entry: — Carl, Arbtr., Fuhlsbüttlerstr. 118, ✉ 33 bbox=[800, 257, 975, 269]
directory-entry: — Wwe., Albin, Campestr. 89, ✉ 35 bbox=[478, 889, 633, 901]
scan-binding-shadow bbox=[0, 50, 18, 2117]
directory-entry: — Wwe., Flora, Wilhelminenstr. 68, ✉ 4 bbox=[800, 917, 973, 928]
directory-entry: — Frau Harriet, ☎ 26 74 14, Brekelbaumspark 25, ✉ 25 bbox=[1122, 516, 1365, 528]
directory-entry: — Amand., Ipsem., Billh. Canalstr. 21, ✉ 27 bbox=[478, 941, 667, 953]
directory-entry: — Louis, Kontrolleur, Meldorferstr. 14 bbox=[1122, 1422, 1287, 1434]
page-number: 369—II bbox=[1330, 92, 1430, 121]
directory-entry: Frank, Caesar, Übersetzer, Meldorferstr. 4 bbox=[800, 180, 977, 191]
directory-entry: — Gottfr., Handelsvertr., neuer Steinweg 68, ✉ 3 bbox=[1122, 206, 1330, 217]
directory-entry: — Adolf, Lag.-Mstr., Schwansenstr. 18 bbox=[478, 838, 643, 849]
directory-entry: — C., Schauerm., Eichholz 48, ✉ 3 bbox=[478, 566, 629, 578]
directory-entry: — Frau M., Fruchtallee 187, ✉ 19 bbox=[1122, 1513, 1267, 1524]
directory-entry: — F., Nieter, Hellkamp 77, ✉ 19 bbox=[800, 852, 939, 863]
directory-entry: — Alfr., Kfm., PSch: 34458, ☎ 55 75 79, Osterstr. 20, ✉ 19 bbox=[156, 838, 413, 849]
directory-entry: ⊙ Max Frandsen IR, Mitgl. e. E. K., Weine, ☎ 31 37 53 neue Gröningerstr. 17, ✉ 8, Wohn: Alt.-Othmarschen bbox=[478, 644, 787, 668]
directory-entry: — Berthold, Kfm., ☎ 52 02 65, Heilwigstr. 93, ✉ 20 bbox=[478, 1226, 705, 1238]
directory-entry: ⊙ Franck & Schmidt G. m. b. H. IR, Motorfahrzeuge, ☎ 25 36 46, Landwehr 49, ✉ 23, Geschäftsf.: Jul. Franck, Blankenese, u. Erich Schmidt, Gr.-Flottbek bbox=[156, 683, 465, 720]
directory-entry: — Frau Martha, Fris., Heidestr. 15, ✉ 30 bbox=[478, 245, 651, 256]
directory-entry: — H., Langergang 45, H. 2, ✉ 3 bbox=[1122, 244, 1259, 256]
directory-entry: — Bonj., Kfm., von Axenstr. 13, ✉ 22 bbox=[478, 1187, 640, 1199]
directory-entry: — Hans, Hdlgsgeh., Lohhof 22, ✉ 26 bbox=[1122, 400, 1282, 412]
directory-entry: — Wwe., Bertha, Schneiderin, Oberaltenallee 61, ✉ 22 bbox=[478, 1213, 712, 1225]
directory-entry: — H., Tischler, Gerstenkamp 12, ✉ 22 bbox=[1122, 270, 1286, 282]
directory-entry: — Wwe., Anna, Sophienallee 6, ✉ 19 bbox=[478, 980, 638, 992]
directory-entry: — C., Kfm., ☎ 25 12 14, Papenstr. 128 bbox=[156, 979, 326, 991]
directory-entry: — H., Maler, Schenefelderstr. 18, ✉ 19 bbox=[1122, 309, 1289, 321]
directory-entry: — Bernh., Maler, Kibitzstr. 22, ✉ 23 bbox=[478, 1174, 634, 1186]
directory-entry: ⊙ Georg Frank IR, Waffen u. Munition, Militär-Effekten, Jagdgeräte, Engros, Export, Vertretungen, BCto: C.- u. P.-B., PSch. 31121, Bst: v. Pf. 56. T.-Adr: Gefraha, ☎ 33 64 08, 33 64 09 u. 33 65 28, Mönckebergstrasse 5, ✉ 1, Wohn: ☎ 22 26 49, Kuhmühle 4, ✉ 24 bbox=[800, 1305, 1109, 1366]
directory-entry: ⊙ Adolph Frank & Co. Kom.-Ges. IR, Tuch-Versand, PSch: 40791, ☎ 35 26 41, Hohe Bleichen 40/42, ✉ 36 bbox=[478, 851, 787, 875]
directory-entry: — Aug., Beamter, ☎ 22 02 73 Goethestr. 36 bbox=[156, 915, 346, 927]
directory-entry: — Arnold, Dr., Pastor an d. Jerusalem-Kirche, ☎ 55 54 87, Schäferkampsallee 52/56, ✉ 6, Sprechst: 8-10 Uhr bbox=[478, 1019, 787, 1043]
